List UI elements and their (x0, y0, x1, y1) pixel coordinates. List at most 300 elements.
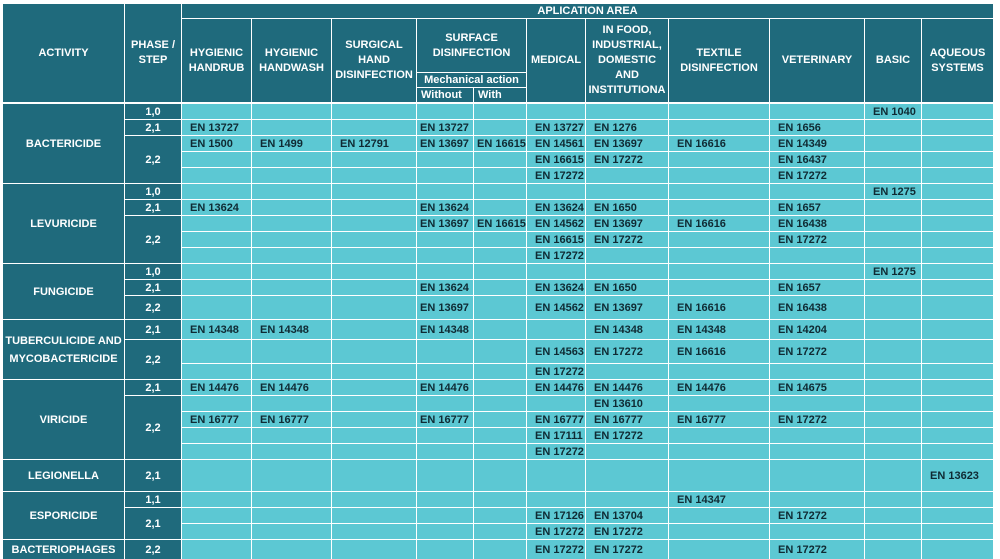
standard-cell-medical: EN 17272 (527, 540, 585, 559)
standard-cell-veterinary: EN 17272 (770, 412, 864, 427)
standard-cell-surgical: EN 12791 (332, 136, 416, 151)
standard-cell-handwash: EN 16777 (252, 412, 331, 427)
header-with: With (474, 88, 526, 102)
standard-cell-medical: EN 17272 (527, 364, 585, 379)
standard-cell-medical: EN 17272 (527, 524, 585, 539)
standard-cell-surface-without: EN 13624 (417, 280, 473, 295)
standard-cell-veterinary: EN 1657 (770, 200, 864, 215)
standard-cell-textile (669, 168, 769, 183)
standard-cell-textile (669, 508, 769, 523)
standard-cell-medical: EN 16615 (527, 152, 585, 167)
standard-cell-surgical (332, 508, 416, 523)
standard-cell-aqueous (922, 508, 993, 523)
standard-cell-surgical (332, 184, 416, 199)
standard-cell-medical: EN 14562 (527, 216, 585, 231)
standard-cell-surgical (332, 380, 416, 395)
standard-cell-medical: EN 14563 (527, 340, 585, 363)
standard-cell-surface-with (474, 232, 526, 247)
standard-cell-aqueous (922, 428, 993, 443)
standard-cell-basic: EN 1040 (865, 104, 921, 119)
standard-cell-aqueous (922, 152, 993, 167)
standard-cell-surface-without (417, 508, 473, 523)
standard-cell-surface-with: EN 16615 (474, 216, 526, 231)
standard-cell-textile: EN 14476 (669, 380, 769, 395)
header-phase-step: PHASE / STEP (125, 4, 181, 102)
standard-cell-surface-without (417, 396, 473, 411)
standard-cell-surgical (332, 412, 416, 427)
standard-cell-basic (865, 396, 921, 411)
standard-cell-aqueous (922, 264, 993, 279)
header-aqueous-systems: AQUEOUS SYSTEMS (922, 19, 993, 102)
standard-cell-surface-without: EN 13727 (417, 120, 473, 135)
standard-cell-surface-with (474, 364, 526, 379)
standard-cell-textile (669, 200, 769, 215)
standard-cell-handrub (182, 460, 251, 491)
standard-cell-surface-without (417, 264, 473, 279)
standard-cell-surface-without (417, 428, 473, 443)
standard-cell-veterinary: EN 17272 (770, 232, 864, 247)
standard-cell-aqueous (922, 248, 993, 263)
standard-cell-aqueous (922, 380, 993, 395)
standard-cell-textile (669, 232, 769, 247)
standard-cell-medical: EN 17111 (527, 428, 585, 443)
standard-cell-surface-with (474, 380, 526, 395)
activity-tuberculicide-and-mycobactericide: TUBERCULICIDE AND MYCOBACTERICIDE (3, 320, 124, 379)
standard-cell-surface-with (474, 264, 526, 279)
standard-cell-food-industrial: EN 17272 (586, 540, 668, 559)
phase-step-cell: 1,0 (125, 104, 181, 119)
standard-cell-surface-with (474, 104, 526, 119)
standard-cell-aqueous (922, 340, 993, 363)
standard-cell-textile (669, 264, 769, 279)
standard-cell-basic (865, 120, 921, 135)
standard-cell-handwash (252, 264, 331, 279)
standard-cell-surface-without: EN 14348 (417, 320, 473, 339)
standard-cell-medical (527, 492, 585, 507)
standard-cell-textile (669, 104, 769, 119)
standard-cell-medical: EN 16777 (527, 412, 585, 427)
standard-cell-surface-without: EN 13697 (417, 216, 473, 231)
standard-cell-handrub (182, 340, 251, 363)
standard-cell-veterinary: EN 14349 (770, 136, 864, 151)
standard-cell-handwash (252, 200, 331, 215)
standard-cell-handrub (182, 492, 251, 507)
standard-cell-handrub (182, 508, 251, 523)
standard-cell-handwash (252, 428, 331, 443)
standard-cell-textile (669, 152, 769, 167)
standard-cell-veterinary (770, 444, 864, 459)
phase-step-cell: 2,1 (125, 380, 181, 395)
standard-cell-basic (865, 492, 921, 507)
standard-cell-veterinary: EN 1657 (770, 280, 864, 295)
header-food-industrial-domestic: IN FOOD, INDUSTRIAL, DOMESTIC AND INSTITUTIONA (586, 19, 668, 102)
standard-cell-surface-without: EN 13697 (417, 296, 473, 319)
header-surface-disinfection: SURFACE DISINFECTION (417, 19, 526, 72)
standard-cell-aqueous (922, 232, 993, 247)
standard-cell-surgical (332, 232, 416, 247)
standard-cell-medical: EN 17272 (527, 168, 585, 183)
standard-cell-surface-with (474, 460, 526, 491)
standard-cell-basic (865, 296, 921, 319)
standard-cell-food-industrial: EN 13697 (586, 216, 668, 231)
standard-cell-textile: EN 16616 (669, 216, 769, 231)
standard-cell-textile (669, 396, 769, 411)
standard-cell-textile: EN 14347 (669, 492, 769, 507)
standard-cell-handwash (252, 248, 331, 263)
standard-cell-aqueous: EN 13623 (922, 460, 993, 491)
standard-cell-food-industrial: EN 16777 (586, 412, 668, 427)
standard-cell-veterinary: EN 16438 (770, 216, 864, 231)
standard-cell-surgical (332, 104, 416, 119)
standard-cell-handwash (252, 444, 331, 459)
standard-cell-surgical (332, 280, 416, 295)
standard-cell-handrub (182, 444, 251, 459)
standard-cell-surgical (332, 264, 416, 279)
header-mechanical-action: Mechanical action (417, 73, 526, 87)
header-hygienic-handrub: HYGIENIC HANDRUB (182, 19, 251, 102)
standard-cell-surface-without (417, 340, 473, 363)
standard-cell-surgical (332, 168, 416, 183)
standard-cell-aqueous (922, 396, 993, 411)
standard-cell-aqueous (922, 280, 993, 295)
standard-cell-handrub (182, 248, 251, 263)
standard-cell-food-industrial: EN 14476 (586, 380, 668, 395)
standard-cell-food-industrial: EN 13704 (586, 508, 668, 523)
standard-cell-surface-without (417, 248, 473, 263)
standard-cell-surface-with (474, 508, 526, 523)
standard-cell-handwash (252, 216, 331, 231)
standard-cell-handwash (252, 232, 331, 247)
standard-cell-handrub (182, 104, 251, 119)
activity-viricide: VIRICIDE (3, 380, 124, 459)
standard-cell-surface-with (474, 320, 526, 339)
standard-cell-textile (669, 364, 769, 379)
standard-cell-medical: EN 14562 (527, 296, 585, 319)
standard-cell-surface-without (417, 540, 473, 559)
standard-cell-veterinary: EN 1656 (770, 120, 864, 135)
standard-cell-veterinary (770, 248, 864, 263)
standard-cell-handwash (252, 396, 331, 411)
activity-legionella: LEGIONELLA (3, 460, 124, 491)
phase-step-cell: 2,2 (125, 296, 181, 319)
standard-cell-basic (865, 444, 921, 459)
standard-cell-handwash (252, 120, 331, 135)
standard-cell-handrub (182, 364, 251, 379)
standard-cell-textile (669, 540, 769, 559)
standard-cell-surface-with (474, 524, 526, 539)
standard-cell-veterinary: EN 17272 (770, 508, 864, 523)
standard-cell-aqueous (922, 492, 993, 507)
standard-cell-aqueous (922, 120, 993, 135)
standard-cell-handwash (252, 508, 331, 523)
standard-cell-surgical (332, 428, 416, 443)
standard-cell-handrub (182, 216, 251, 231)
standard-cell-surgical (332, 492, 416, 507)
standard-cell-medical: EN 17126 (527, 508, 585, 523)
standard-cell-handwash (252, 104, 331, 119)
standard-cell-medical (527, 320, 585, 339)
standard-cell-aqueous (922, 524, 993, 539)
standard-cell-handrub (182, 540, 251, 559)
standard-cell-surface-without: EN 16777 (417, 412, 473, 427)
standard-cell-surgical (332, 540, 416, 559)
standard-cell-food-industrial (586, 444, 668, 459)
standard-cell-aqueous (922, 364, 993, 379)
phase-step-cell: 2,1 (125, 200, 181, 215)
standard-cell-basic (865, 168, 921, 183)
activity-bacteriophages: BACTERIOPHAGES (3, 540, 124, 559)
standard-cell-textile: EN 14348 (669, 320, 769, 339)
header-surgical-hand-disinfection: SURGICAL HAND DISINFECTION (332, 19, 416, 102)
standard-cell-aqueous (922, 216, 993, 231)
standard-cell-surface-with (474, 428, 526, 443)
standard-cell-surface-with (474, 296, 526, 319)
standard-cell-handrub: EN 13727 (182, 120, 251, 135)
standard-cell-handwash: EN 14348 (252, 320, 331, 339)
standard-cell-basic (865, 524, 921, 539)
standard-cell-textile (669, 280, 769, 295)
standard-cell-food-industrial: EN 13697 (586, 296, 668, 319)
standard-cell-veterinary: EN 14675 (770, 380, 864, 395)
standard-cell-surface-with (474, 340, 526, 363)
header-medical: MEDICAL (527, 19, 585, 102)
standard-cell-veterinary (770, 524, 864, 539)
standard-cell-veterinary (770, 460, 864, 491)
standard-cell-food-industrial: EN 17272 (586, 232, 668, 247)
standard-cell-medical: EN 13727 (527, 120, 585, 135)
standard-cell-surface-without (417, 184, 473, 199)
phase-step-cell: 1,0 (125, 264, 181, 279)
standard-cell-medical: EN 17272 (527, 444, 585, 459)
phase-step-cell: 2,2 (125, 216, 181, 263)
standard-cell-handwash (252, 152, 331, 167)
standard-cell-handwash (252, 280, 331, 295)
standard-cell-surgical (332, 152, 416, 167)
standard-cell-food-industrial: EN 17272 (586, 524, 668, 539)
activity-levuricide: LEVURICIDE (3, 184, 124, 263)
standard-cell-textile: EN 16616 (669, 296, 769, 319)
standard-cell-textile: EN 16616 (669, 136, 769, 151)
standard-cell-surgical (332, 200, 416, 215)
standard-cell-surgical (332, 364, 416, 379)
standard-cell-surgical (332, 444, 416, 459)
standard-cell-handrub (182, 296, 251, 319)
standard-cell-medical (527, 184, 585, 199)
phase-step-cell: 1,1 (125, 492, 181, 507)
header-textile-disinfection: TEXTILE DISINFECTION (669, 19, 769, 102)
standard-cell-handrub (182, 168, 251, 183)
phase-step-cell: 2,1 (125, 280, 181, 295)
standard-cell-handwash (252, 184, 331, 199)
activity-fungicide: FUNGICIDE (3, 264, 124, 319)
standard-cell-food-industrial (586, 248, 668, 263)
standard-cell-medical: EN 16615 (527, 232, 585, 247)
standard-cell-handrub (182, 396, 251, 411)
standard-cell-aqueous (922, 168, 993, 183)
standard-cell-surgical (332, 396, 416, 411)
header-veterinary: VETERINARY (770, 19, 864, 102)
standard-cell-basic (865, 320, 921, 339)
standard-cell-basic (865, 280, 921, 295)
header-application-area: APLICATION AREA (182, 4, 993, 18)
standard-cell-surface-with (474, 412, 526, 427)
phase-step-cell: 2,2 (125, 540, 181, 559)
standard-cell-surface-with (474, 280, 526, 295)
standard-cell-surface-with (474, 152, 526, 167)
activity-esporicide: ESPORICIDE (3, 492, 124, 539)
standard-cell-handrub: EN 14476 (182, 380, 251, 395)
phase-step-cell: 2,1 (125, 508, 181, 539)
standard-cell-food-industrial: EN 13697 (586, 136, 668, 151)
standard-cell-handrub (182, 280, 251, 295)
phase-step-cell: 2,2 (125, 136, 181, 183)
standard-cell-surface-without (417, 364, 473, 379)
standard-cell-surgical (332, 460, 416, 491)
standard-cell-basic (865, 364, 921, 379)
standard-cell-veterinary (770, 184, 864, 199)
standard-cell-food-industrial (586, 264, 668, 279)
standard-cell-veterinary: EN 17272 (770, 540, 864, 559)
phase-step-cell: 2,1 (125, 320, 181, 339)
standard-cell-handrub (182, 264, 251, 279)
standard-cell-textile: EN 16616 (669, 340, 769, 363)
standard-cell-handrub: EN 1500 (182, 136, 251, 151)
standard-cell-veterinary (770, 104, 864, 119)
standard-cell-medical: EN 13624 (527, 200, 585, 215)
standards-table (3, 4, 993, 556)
standard-cell-food-industrial (586, 104, 668, 119)
standard-cell-surface-without (417, 152, 473, 167)
standard-cell-basic: EN 1275 (865, 264, 921, 279)
standard-cell-handwash (252, 296, 331, 319)
standard-cell-basic (865, 136, 921, 151)
standard-cell-surface-with (474, 200, 526, 215)
standard-cell-handwash (252, 492, 331, 507)
standard-cell-medical (527, 104, 585, 119)
standard-cell-handrub (182, 152, 251, 167)
standard-cell-handwash (252, 340, 331, 363)
standard-cell-medical (527, 460, 585, 491)
standard-cell-surface-without (417, 444, 473, 459)
standard-cell-food-industrial (586, 364, 668, 379)
header-without: Without (417, 88, 473, 102)
standard-cell-surface-with (474, 540, 526, 559)
standard-cell-surgical (332, 216, 416, 231)
standard-cell-surface-without (417, 492, 473, 507)
standard-cell-handrub: EN 14348 (182, 320, 251, 339)
standard-cell-veterinary: EN 16437 (770, 152, 864, 167)
standard-cell-food-industrial: EN 1650 (586, 200, 668, 215)
standard-cell-aqueous (922, 200, 993, 215)
standard-cell-veterinary: EN 14204 (770, 320, 864, 339)
standard-cell-veterinary (770, 492, 864, 507)
standard-cell-aqueous (922, 296, 993, 319)
standard-cell-handwash (252, 460, 331, 491)
standard-cell-basic (865, 152, 921, 167)
standard-cell-basic (865, 428, 921, 443)
phase-step-cell: 2,2 (125, 340, 181, 379)
standard-cell-food-industrial (586, 492, 668, 507)
standard-cell-textile (669, 428, 769, 443)
header-hygienic-handwash: HYGIENIC HANDWASH (252, 19, 331, 102)
standard-cell-surface-with (474, 184, 526, 199)
standard-cell-medical: EN 13624 (527, 280, 585, 295)
standard-cell-food-industrial: EN 17272 (586, 152, 668, 167)
standard-cell-food-industrial: EN 17272 (586, 428, 668, 443)
standard-cell-surgical (332, 296, 416, 319)
standard-cell-aqueous (922, 136, 993, 151)
standard-cell-textile (669, 184, 769, 199)
standard-cell-basic (865, 248, 921, 263)
standard-cell-food-industrial (586, 460, 668, 491)
standard-cell-surgical (332, 320, 416, 339)
standard-cell-textile (669, 120, 769, 135)
standard-cell-food-industrial: EN 13610 (586, 396, 668, 411)
standard-cell-surgical (332, 120, 416, 135)
header-basic: BASIC (865, 19, 921, 102)
standard-cell-surface-without (417, 524, 473, 539)
standard-cell-textile: EN 16777 (669, 412, 769, 427)
standard-cell-surface-with (474, 120, 526, 135)
standard-cell-surgical (332, 340, 416, 363)
standard-cell-basic (865, 200, 921, 215)
activity-bactericide: BACTERICIDE (3, 104, 124, 183)
standard-cell-food-industrial: EN 17272 (586, 340, 668, 363)
standard-cell-handrub: EN 16777 (182, 412, 251, 427)
standard-cell-aqueous (922, 184, 993, 199)
standard-cell-basic (865, 232, 921, 247)
standard-cell-surface-without (417, 232, 473, 247)
standard-cell-basic (865, 540, 921, 559)
standard-cell-food-industrial: EN 14348 (586, 320, 668, 339)
standard-cell-basic (865, 508, 921, 523)
standard-cell-medical (527, 264, 585, 279)
standard-cell-veterinary: EN 16438 (770, 296, 864, 319)
standard-cell-handrub (182, 184, 251, 199)
standard-cell-food-industrial (586, 184, 668, 199)
standard-cell-veterinary: EN 17272 (770, 168, 864, 183)
standard-cell-handwash: EN 14476 (252, 380, 331, 395)
standard-cell-aqueous (922, 320, 993, 339)
phase-step-cell: 2,1 (125, 120, 181, 135)
standard-cell-surgical (332, 248, 416, 263)
standard-cell-surface-with (474, 168, 526, 183)
phase-step-cell: 2,2 (125, 396, 181, 459)
standard-cell-textile (669, 248, 769, 263)
standard-cell-basic (865, 460, 921, 491)
standard-cell-handrub (182, 428, 251, 443)
standard-cell-surgical (332, 524, 416, 539)
standard-cell-surface-without (417, 104, 473, 119)
header-activity: ACTIVITY (3, 4, 124, 102)
standard-cell-veterinary: EN 17272 (770, 340, 864, 363)
standard-cell-handwash (252, 524, 331, 539)
standard-cell-food-industrial: EN 1650 (586, 280, 668, 295)
standard-cell-textile (669, 524, 769, 539)
standard-cell-handwash (252, 540, 331, 559)
standard-cell-handwash: EN 1499 (252, 136, 331, 151)
standard-cell-surface-without: EN 14476 (417, 380, 473, 395)
standard-cell-veterinary (770, 364, 864, 379)
standard-cell-surface-without (417, 460, 473, 491)
standard-cell-aqueous (922, 444, 993, 459)
standard-cell-textile (669, 460, 769, 491)
standard-cell-handrub (182, 232, 251, 247)
standard-cell-medical: EN 14476 (527, 380, 585, 395)
standard-cell-surface-with (474, 396, 526, 411)
standard-cell-surface-without: EN 13697 (417, 136, 473, 151)
standard-cell-basic (865, 380, 921, 395)
